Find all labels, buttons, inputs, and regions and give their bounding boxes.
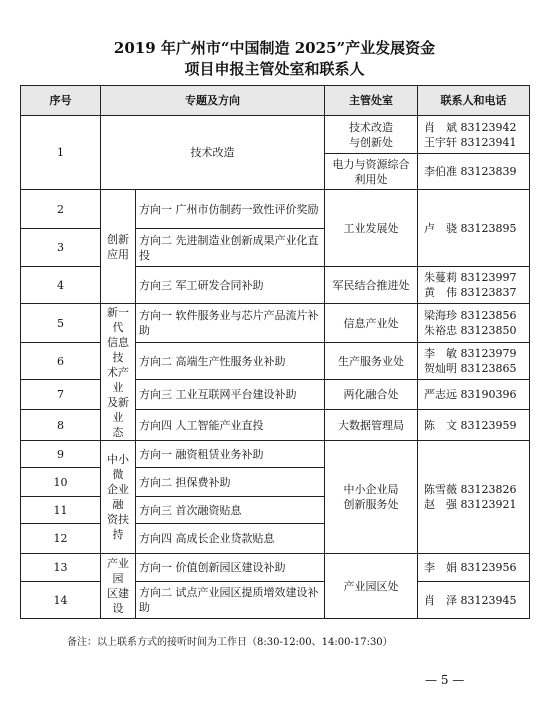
contact-cell: 李 娟 83123956 — [418, 554, 530, 582]
row-no: 12 — [21, 524, 101, 554]
direction-cell: 方向二 高端生产性服务业补助 — [136, 343, 325, 380]
row-no: 5 — [21, 304, 101, 343]
topic-cell: 技术改造 — [101, 116, 325, 190]
table-row — [21, 380, 530, 410]
direction-cell: 方向四 人工智能产业直投 — [136, 410, 325, 441]
header-office: 主管处室 — [325, 86, 418, 116]
direction-cell: 方向一 融资租赁业务补助 — [136, 441, 325, 468]
table-row — [21, 343, 530, 380]
office-cell: 大数据管理局 — [325, 410, 418, 441]
table-row — [21, 116, 530, 154]
office-cell: 技术改造 与创新处 — [325, 116, 418, 154]
table-row — [21, 410, 530, 441]
row-no: 8 — [21, 410, 101, 441]
table-row — [21, 554, 530, 582]
row-no: 9 — [21, 441, 101, 468]
contact-cell: 朱蔓莉 83123997 黄 伟 83123837 — [418, 267, 530, 304]
office-cell: 军民结合推进处 — [325, 267, 418, 304]
row-no: 13 — [21, 554, 101, 582]
contact-cell: 梁海珍 83123856 朱裕忠 83123850 — [418, 304, 530, 343]
office-cell: 信息产业处 — [325, 304, 418, 343]
direction-cell: 方向一 价值创新园区建设补助 — [136, 554, 325, 582]
table-row — [21, 582, 530, 619]
contact-cell: 陈 文 83123959 — [418, 410, 530, 441]
header-topic: 专题及方向 — [101, 86, 325, 116]
group-label: 产业园 区建设 — [101, 554, 136, 619]
direction-cell: 方向三 工业互联网平台建设补助 — [136, 380, 325, 410]
page-number: — 5 — — [425, 673, 465, 687]
group-label: 新一代 信息技 术产业 及新业 态 — [101, 304, 136, 441]
row-no: 14 — [21, 582, 101, 619]
contact-cell: 陈雪薇 83123826 赵 强 83123921 — [418, 441, 530, 554]
row-no: 1 — [21, 116, 101, 190]
contact-cell: 李伯准 83123839 — [418, 154, 530, 190]
row-no: 4 — [21, 267, 101, 304]
office-cell: 电力与资源综合 利用处 — [325, 154, 418, 190]
table-header-row — [21, 86, 530, 116]
contact-cell: 卢 骁 83123895 — [418, 190, 530, 267]
direction-cell: 方向二 先进制造业创新成果产业化直投 — [136, 229, 325, 267]
office-cell: 两化融合处 — [325, 380, 418, 410]
group-label: 创新 应用 — [101, 190, 136, 304]
row-no: 10 — [21, 468, 101, 497]
contact-cell: 李 敏 83123979 贺灿明 83123865 — [418, 343, 530, 380]
direction-cell: 方向一 广州市仿制药一致性评价奖励 — [136, 190, 325, 229]
table-row — [21, 441, 530, 468]
document-title-line1: 2019 年广州市“中国制造 2025”产业发展资金 — [113, 39, 436, 57]
row-no: 7 — [21, 380, 101, 410]
direction-cell: 方向三 首次融资贴息 — [136, 497, 325, 524]
contact-cell: 肖 泽 83123945 — [418, 582, 530, 619]
document-title-line2: 项目申报主管处室和联系人 — [184, 60, 365, 78]
contact-table — [20, 85, 530, 619]
direction-cell: 方向二 试点产业园区提质增效建设补助 — [136, 582, 325, 619]
direction-cell: 方向一 软件服务业与芯片产品流片补助 — [136, 304, 325, 343]
office-cell: 产业园区处 — [325, 554, 418, 619]
table-row — [21, 190, 530, 229]
contact-cell: 严志远 83190396 — [418, 380, 530, 410]
contact-cell: 肖 斌 83123942 王宇轩 83123941 — [418, 116, 530, 154]
direction-cell: 方向二 担保费补助 — [136, 468, 325, 497]
office-cell: 工业发展处 — [325, 190, 418, 267]
direction-cell: 方向三 军工研发合同补助 — [136, 267, 325, 304]
table-row — [21, 267, 530, 304]
row-no: 6 — [21, 343, 101, 380]
header-contact: 联系人和电话 — [418, 86, 530, 116]
row-no: 11 — [21, 497, 101, 524]
header-no: 序号 — [21, 86, 101, 116]
row-no: 2 — [21, 190, 101, 229]
office-cell: 中小企业局 创新服务处 — [325, 441, 418, 554]
direction-cell: 方向四 高成长企业贷款贴息 — [136, 524, 325, 554]
group-label: 中小微 企业融 资扶持 — [101, 441, 136, 554]
table-row — [21, 304, 530, 343]
footnote: 备注：以上联系方式的接听时间为工作日（8:30-12:00、14:00-17:30） — [67, 637, 393, 648]
row-no: 3 — [21, 229, 101, 267]
office-cell: 生产服务业处 — [325, 343, 418, 380]
